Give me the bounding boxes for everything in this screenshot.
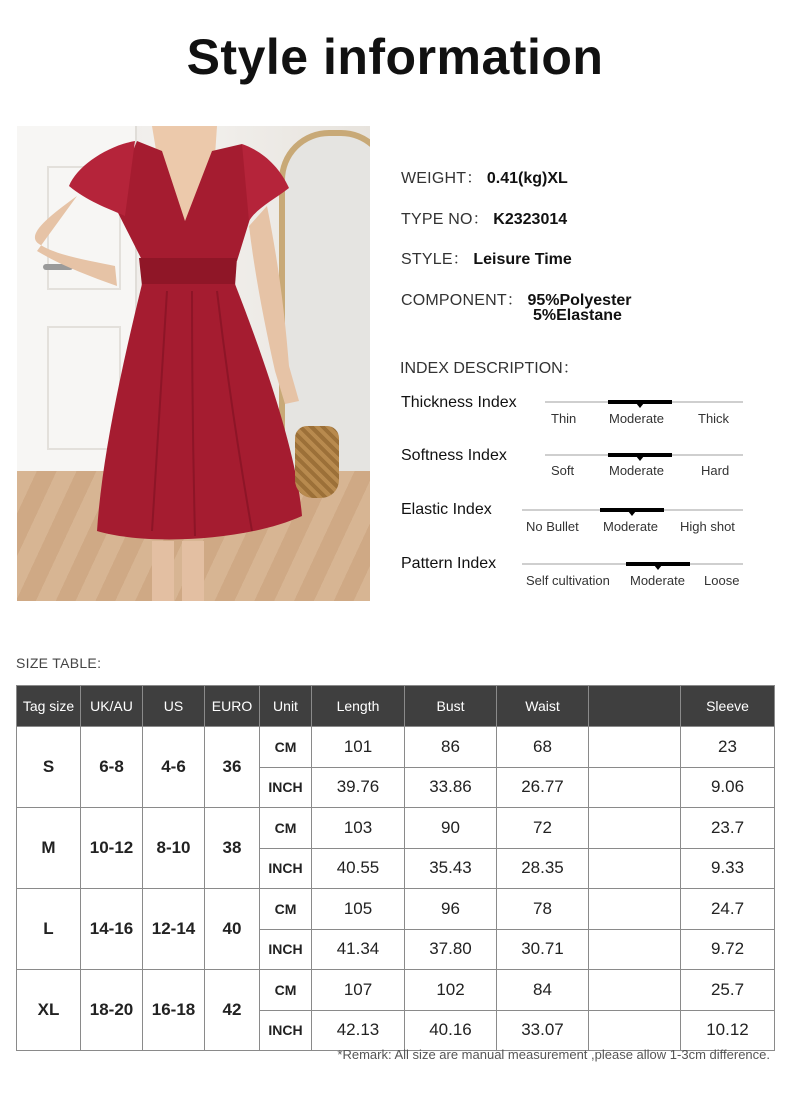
weight-label: WEIGHT： — [401, 170, 483, 187]
us-cell: 12-14 — [143, 889, 205, 970]
component-value-2: 5%Elastane — [533, 307, 622, 324]
table-row — [17, 970, 775, 1011]
style-label: STYLE： — [401, 251, 469, 268]
type-value: K2323014 — [493, 211, 568, 228]
sleeve-cell: 9.06 — [681, 767, 775, 808]
euro-cell: 40 — [205, 889, 260, 970]
index-description-title: INDEX DESCRIPTION： — [400, 360, 579, 377]
euro-cell: 42 — [205, 970, 260, 1051]
header-ukau: UK/AU — [81, 686, 143, 727]
sleeve-cell: 23.7 — [681, 808, 775, 849]
ukau-cell: 6-8 — [81, 727, 143, 808]
dress-figure — [17, 126, 370, 601]
sleeve-cell: 9.72 — [681, 929, 775, 970]
style-value: Leisure Time — [473, 251, 572, 268]
size-table-title: SIZE TABLE: — [16, 655, 102, 671]
thickness-low-label: Thin — [551, 411, 577, 426]
page-title: Style information — [186, 29, 604, 85]
blank-cell — [589, 929, 681, 970]
bust-cell: 86 — [405, 727, 497, 768]
unit-cell: INCH — [260, 767, 312, 808]
bust-cell: 40.16 — [405, 1010, 497, 1051]
ukau-cell: 10-12 — [81, 808, 143, 889]
elastic-scale — [522, 509, 743, 511]
pattern-high-label: Loose — [704, 573, 740, 588]
unit-cell: INCH — [260, 848, 312, 889]
bust-cell: 37.80 — [405, 929, 497, 970]
euro-cell: 36 — [205, 727, 260, 808]
table-header-row — [17, 686, 775, 727]
sleeve-cell: 23 — [681, 727, 775, 768]
size-table — [16, 685, 775, 1051]
softness-scale — [545, 454, 743, 456]
component-value-1: 95%Polyester — [527, 292, 632, 309]
unit-cell: INCH — [260, 929, 312, 970]
pattern-tick — [654, 565, 662, 570]
softness-high-label: Hard — [701, 463, 730, 478]
sleeve-cell: 9.33 — [681, 848, 775, 889]
waist-cell: 26.77 — [497, 767, 589, 808]
sleeve-cell: 25.7 — [681, 970, 775, 1011]
header-unit: Unit — [260, 686, 312, 727]
bust-cell: 35.43 — [405, 848, 497, 889]
elastic-high-label: High shot — [680, 519, 735, 534]
thickness-tick — [636, 403, 644, 408]
straw-bag — [295, 426, 339, 498]
bust-cell: 102 — [405, 970, 497, 1011]
blank-cell — [589, 808, 681, 849]
blank-cell — [589, 970, 681, 1011]
pattern-mid-label: Moderate — [630, 573, 685, 588]
length-cell: 107 — [312, 970, 405, 1011]
unit-cell: INCH — [260, 1010, 312, 1051]
us-cell: 4-6 — [143, 727, 205, 808]
thickness-scale — [545, 401, 743, 403]
thickness-index-name: Thickness Index — [401, 394, 517, 411]
remark-note: *Remark: All size are manual measurement ,please allow 1-3cm difference. — [337, 1047, 770, 1062]
length-cell: 103 — [312, 808, 405, 849]
header-bust: Bust — [405, 686, 497, 727]
tag-cell: S — [17, 727, 81, 808]
unit-cell: CM — [260, 727, 312, 768]
tag-cell: L — [17, 889, 81, 970]
length-cell: 105 — [312, 889, 405, 930]
length-cell: 101 — [312, 727, 405, 768]
unit-cell: CM — [260, 970, 312, 1011]
unit-cell: CM — [260, 808, 312, 849]
length-cell: 42.13 — [312, 1010, 405, 1051]
euro-cell: 38 — [205, 808, 260, 889]
header-length: Length — [312, 686, 405, 727]
type-label: TYPE NO： — [401, 211, 489, 228]
softness-low-label: Soft — [551, 463, 575, 478]
table-row — [17, 727, 775, 768]
component-label: COMPONENT： — [401, 292, 523, 309]
table-row — [17, 808, 775, 849]
us-cell: 8-10 — [143, 808, 205, 889]
sleeve-cell: 24.7 — [681, 889, 775, 930]
elastic-tick — [628, 511, 636, 516]
tag-cell: XL — [17, 970, 81, 1051]
ukau-cell: 18-20 — [81, 970, 143, 1051]
softness-tick — [636, 456, 644, 461]
softness-mid-label: Moderate — [609, 463, 664, 478]
length-cell: 39.76 — [312, 767, 405, 808]
elastic-low-label: No Bullet — [526, 519, 579, 534]
weight-row — [401, 165, 568, 188]
pattern-low-label: Self cultivation — [526, 573, 610, 588]
bust-cell: 33.86 — [405, 767, 497, 808]
header-blank — [589, 686, 681, 727]
pattern-scale — [522, 563, 743, 565]
header-tag-size: Tag size — [17, 686, 81, 727]
blank-cell — [589, 767, 681, 808]
elastic-mid-label: Moderate — [603, 519, 658, 534]
waist-cell: 68 — [497, 727, 589, 768]
unit-cell: CM — [260, 889, 312, 930]
header-us: US — [143, 686, 205, 727]
waist-cell: 28.35 — [497, 848, 589, 889]
header-sleeve: Sleeve — [681, 686, 775, 727]
style-row — [401, 246, 572, 269]
pattern-index-name: Pattern Index — [401, 555, 497, 572]
ukau-cell: 14-16 — [81, 889, 143, 970]
bust-cell: 90 — [405, 808, 497, 849]
tag-cell: M — [17, 808, 81, 889]
waist-cell: 84 — [497, 970, 589, 1011]
header-euro: EURO — [205, 686, 260, 727]
bust-cell: 96 — [405, 889, 497, 930]
softness-index-name: Softness Index — [401, 447, 507, 464]
product-photo — [17, 126, 370, 601]
waist-cell: 72 — [497, 808, 589, 849]
waist-cell: 78 — [497, 889, 589, 930]
waist-cell: 30.71 — [497, 929, 589, 970]
waist-cell: 33.07 — [497, 1010, 589, 1051]
component-row-2 — [533, 307, 622, 325]
table-row — [17, 889, 775, 930]
length-cell: 41.34 — [312, 929, 405, 970]
blank-cell — [589, 727, 681, 768]
type-row — [401, 206, 567, 229]
blank-cell — [589, 1010, 681, 1051]
blank-cell — [589, 848, 681, 889]
elastic-index-name: Elastic Index — [401, 501, 492, 518]
blank-cell — [589, 889, 681, 930]
thickness-high-label: Thick — [698, 411, 730, 426]
header-waist: Waist — [497, 686, 589, 727]
weight-value: 0.41(kg)XL — [486, 170, 568, 187]
length-cell: 40.55 — [312, 848, 405, 889]
us-cell: 16-18 — [143, 970, 205, 1051]
sleeve-cell: 10.12 — [681, 1010, 775, 1051]
thickness-mid-label: Moderate — [609, 411, 664, 426]
